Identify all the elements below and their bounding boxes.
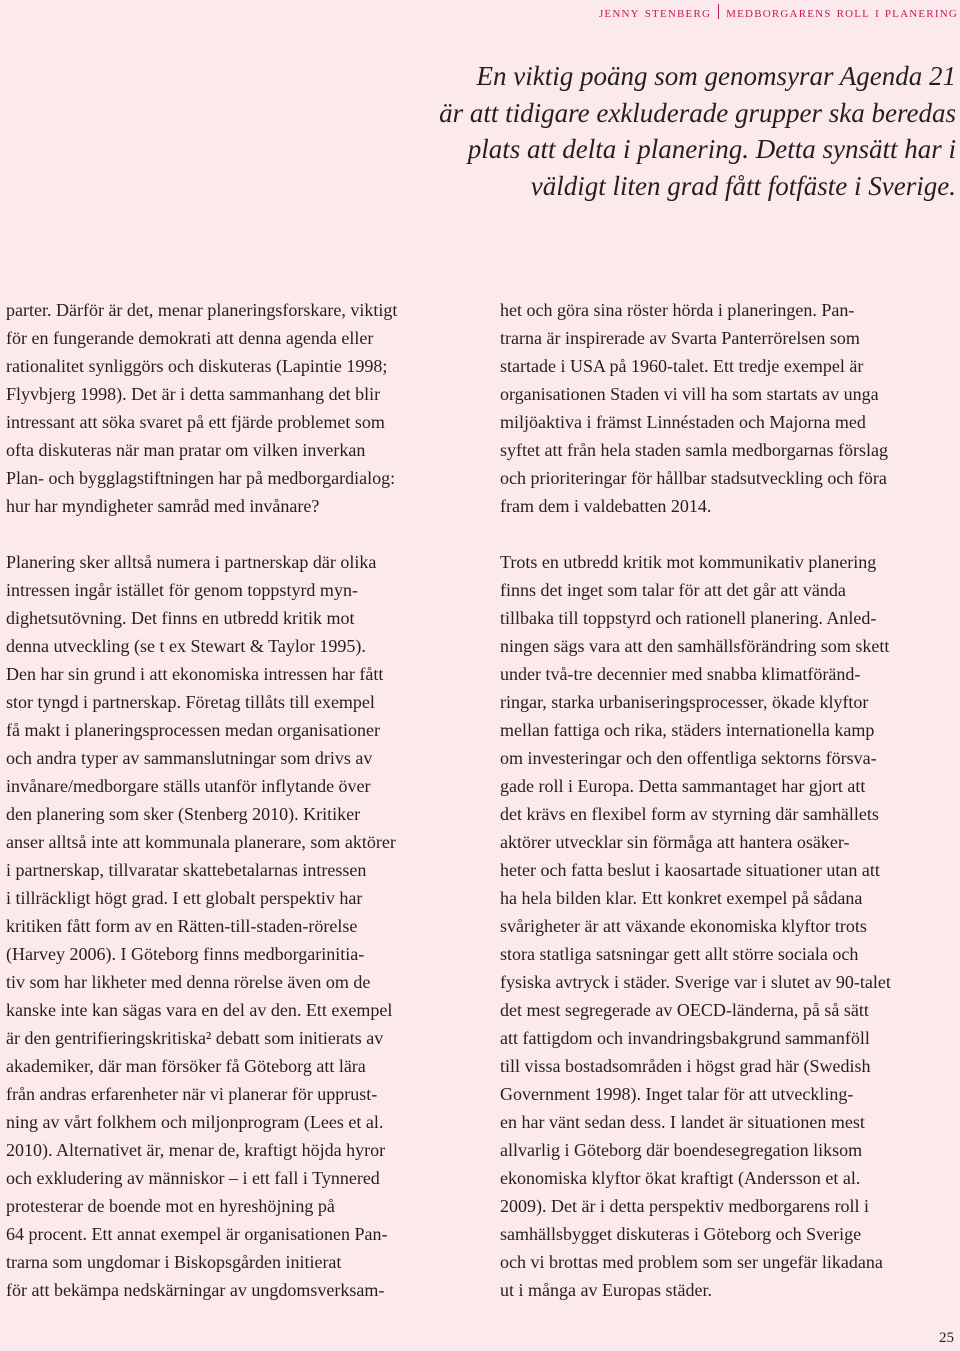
header-separator — [718, 4, 719, 19]
body-text-line: heter och fatta beslut i kaosartade situationer utan att — [500, 860, 880, 880]
body-text-line: ning av vårt folkhem och miljonprogram (Lees et al. — [6, 1112, 384, 1132]
body-text-line: om investeringar och den offentliga sektorns försva- — [500, 748, 877, 768]
body-text-line: ningen sägs vara att den samhällsförändring som skett — [500, 636, 890, 656]
pull-quote-line: är att tidigare exkluderade grupper ska beredas — [439, 97, 956, 128]
pull-quote — [396, 58, 956, 204]
header-section: medborgarens roll i planering — [726, 5, 958, 21]
header-author: jenny stenberg — [598, 5, 712, 21]
body-text-line: och exkludering av människor – i ett fall i Tynnered — [6, 1168, 380, 1188]
body-text-line: denna utveckling (se t ex Stewart & Taylor 1995). — [6, 636, 366, 656]
body-text-line: Den har sin grund i att ekonomiska intressen har fått — [6, 664, 384, 684]
body-text-line: miljöaktiva i främst Linnéstaden och Majorna med — [500, 412, 866, 432]
body-text-line: få makt i planeringsprocessen medan organisationer — [6, 720, 381, 740]
pull-quote-line: En viktig poäng som genomsyrar Agenda 21 — [476, 61, 956, 91]
body-text-line: allvarlig i Göteborg där boendesegregation liksom — [500, 1140, 863, 1160]
body-text-line: startade i USA på 1960-talet. Ett tredje exempel är — [500, 356, 864, 376]
body-text-line: svårigheter är att växande ekonomiska klyftor trots — [500, 916, 867, 936]
body-text-line: ofta diskuteras när man pratar om vilken inverkan — [6, 440, 366, 460]
body-text-line: är den gentrifieringskritiska² debatt som initierats av — [6, 1028, 384, 1048]
body-text-line: och prioriteringar för hållbar stadsutveckling och föra — [500, 468, 887, 488]
body-text-line: det krävs en flexibel form av styrning där samhällets — [500, 804, 879, 824]
body-text-line: Planering sker alltså numera i partnerskap där olika — [6, 552, 377, 572]
body-text-line: Government 1998). Inget talar för att utveckling- — [500, 1084, 854, 1104]
body-text-line: kanske inte kan sägas vara en del av den. Ett exempel — [6, 1000, 393, 1020]
body-text-line: fysiska avtryck i städer. Sverige var i slutet av 90-talet — [500, 972, 891, 992]
body-text-line: stora statliga satsningar gett allt större sociala och — [500, 944, 859, 964]
body-text-line: och vi brottas med problem som ser ungefär likadana — [500, 1252, 883, 1272]
body-text-line: ut i många av Europas städer. — [500, 1280, 712, 1300]
body-text-line: från andras erfarenheter när vi planerar för upprust- — [6, 1084, 378, 1104]
body-text-line: akademiker, där man försöker få Göteborg att lära — [6, 1056, 366, 1076]
body-text-line: och andra typer av sammanslutningar som drivs av — [6, 748, 373, 768]
body-text-line: aktörer utvecklar sin förmåga att hantera osäker- — [500, 832, 850, 852]
body-text-line: parter. Därför är det, menar planeringsforskare, viktigt — [6, 300, 398, 320]
body-text-line: Plan- och bygglagstiftningen har på medborgardialog: — [6, 468, 396, 488]
body-text-line: Trots en utbredd kritik mot kommunikativ planering — [500, 552, 877, 572]
body-text-line: anser alltså inte att kommunala planerare, som aktörer — [6, 832, 396, 852]
body-text-line: gade roll i Europa. Detta sammantaget har gjort att — [500, 776, 866, 796]
body-text-line: intressen ingår istället för genom toppstyrd myn- — [6, 580, 358, 600]
body-text-line: i partnerskap, tillvaratar skattebetalarnas intressen — [6, 860, 367, 880]
body-text-line: mellan fattiga och rika, städers internationella kamp — [500, 720, 875, 740]
body-text-line: Flyvbjerg 1998). Det är i detta sammanhang det blir — [6, 384, 381, 404]
body-text-line: fram dem i valdebatten 2014. — [500, 496, 712, 516]
body-text-line: att fattigdom och invandringsbakgrund sammanföll — [500, 1028, 870, 1048]
left-column — [6, 296, 458, 1304]
body-text-line: trarna som ungdomar i Biskopsgården initierat — [6, 1252, 342, 1272]
body-text-line: het och göra sina röster hörda i planeringen. Pan- — [500, 300, 855, 320]
body-text-line: stor tyngd i partnerskap. Företag tillåts till exempel — [6, 692, 375, 712]
body-text-line: trarna är inspirerade av Svarta Panterrörelsen som — [500, 328, 860, 348]
paragraph-gap — [500, 520, 955, 548]
running-header — [599, 4, 958, 22]
body-text-line: invånare/medborgare ställs utanför inflytande över — [6, 776, 371, 796]
body-text-line: för en fungerande demokrati att denna agenda eller — [6, 328, 374, 348]
body-text-line: (Harvey 2006). I Göteborg finns medborgarinitia- — [6, 944, 365, 964]
body-text-line: hur har myndigheter samråd med invånare? — [6, 496, 320, 516]
body-text-line: 2009). Det är i detta perspektiv medborgarens roll i — [500, 1196, 870, 1216]
right-column — [500, 296, 955, 1304]
pull-quote-line: väldigt liten grad fått fotfäste i Sverige. — [530, 170, 956, 201]
body-text-line: intressant att söka svaret på ett fjärde problemet som — [6, 412, 385, 432]
body-text-line: den planering som sker (Stenberg 2010). Kritiker — [6, 804, 361, 824]
body-text-line: protesterar de boende mot en hyreshöjning på — [6, 1196, 335, 1216]
body-text-line: det mest segregerade av OECD-länderna, på så sätt — [500, 1000, 869, 1020]
body-text-line: under två-tre decennier med snabba klimatföränd- — [500, 664, 861, 684]
body-text-line: tillbaka till toppstyrd och rationell planering. Anled- — [500, 608, 877, 628]
body-text-line: ekonomiska klyftor ökat kraftigt (Andersson et al. — [500, 1168, 861, 1188]
body-text-line: organisationen Staden vi vill ha som startats av unga — [500, 384, 879, 404]
page-number: 25 — [939, 1330, 954, 1346]
body-text-line: för att bekämpa nedskärningar av ungdomsverksam- — [6, 1280, 385, 1300]
body-text-line: ha hela bilden klar. Ett konkret exempel på sådana — [500, 888, 863, 908]
body-text-line: kritiken fått form av en Rätten-till-staden-rörelse — [6, 916, 358, 936]
body-text-line: i tillräckligt högt grad. I ett globalt perspektiv har — [6, 888, 363, 908]
body-text-line: ringar, starka urbaniseringsprocesser, ökade klyftor — [500, 692, 869, 712]
body-text-line: en har vänt sedan dess. I landet är situationen mest — [500, 1112, 865, 1132]
body-text-line: samhällsbygget diskuteras i Göteborg och Sverige — [500, 1224, 862, 1244]
paragraph-gap — [6, 520, 458, 548]
body-text-line: tiv som har likheter med denna rörelse även om de — [6, 972, 371, 992]
pull-quote-line: plats att delta i planering. Detta synsätt har i — [467, 134, 956, 164]
body-text-line: syftet att från hela staden samla medborgarnas förslag — [500, 440, 889, 460]
body-text-line: 64 procent. Ett annat exempel är organisationen Pan- — [6, 1224, 388, 1244]
body-text-line: 2010). Alternativet är, menar de, kraftigt höjda hyror — [6, 1140, 386, 1160]
body-text-line: rationalitet synliggörs och diskuteras (Lapintie 1998; — [6, 356, 388, 376]
body-text-line: finns det inget som talar för att det går att vända — [500, 580, 846, 600]
body-text-line: dighetsutövning. Det finns en utbredd kritik mot — [6, 608, 355, 628]
body-text-line: till vissa bostadsområden i högst grad här (Swedish — [500, 1056, 871, 1076]
